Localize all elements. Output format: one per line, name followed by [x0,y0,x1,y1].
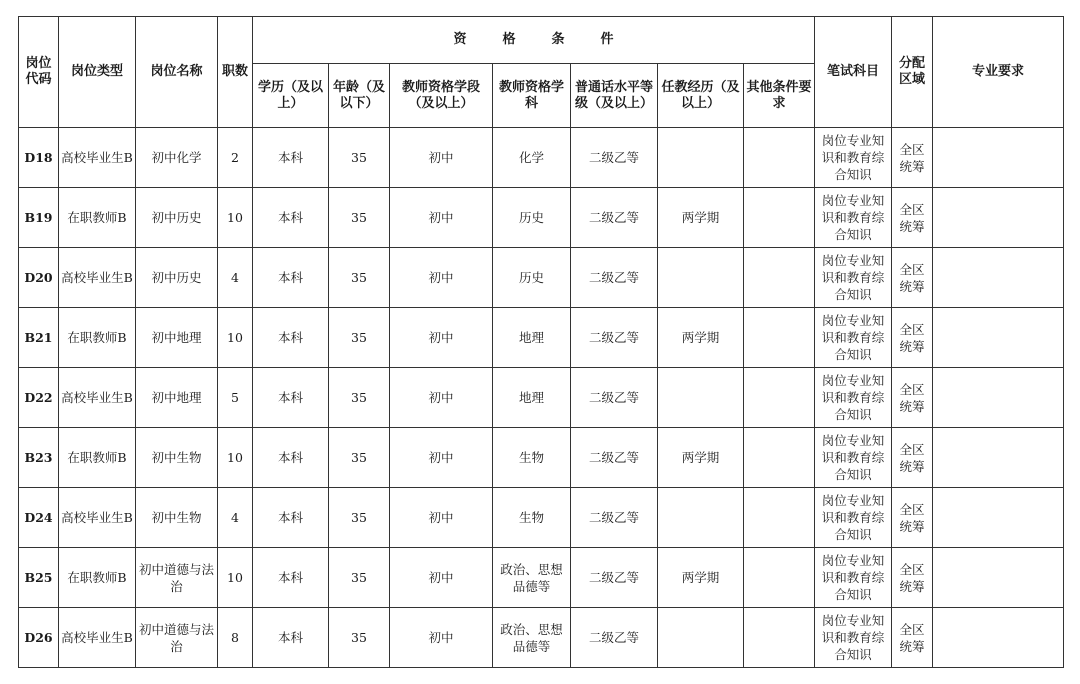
cell-cert-stage: 初中 [390,128,493,188]
table-row [19,368,1064,428]
cell-major [933,248,1064,308]
cell-experience: 两学期 [658,428,744,488]
cell-exam: 岗位专业知识和教育综合知识 [815,548,892,608]
cell-cert-stage: 初中 [390,248,493,308]
cell-cert-subject: 历史 [493,248,571,308]
header-other: 其他条件要求 [744,64,815,128]
cell-other [744,368,815,428]
cell-count: 2 [218,128,253,188]
cell-education: 本科 [253,548,329,608]
cell-other [744,248,815,308]
cell-type: 高校毕业生B [59,128,136,188]
cell-count: 4 [218,488,253,548]
cell-major [933,188,1064,248]
cell-cert-stage: 初中 [390,608,493,668]
header-row-1 [19,17,1064,64]
cell-district: 全区统筹 [892,128,933,188]
cell-education: 本科 [253,368,329,428]
cell-cert-stage: 初中 [390,488,493,548]
cell-cert-subject: 政治、思想品德等 [493,608,571,668]
cell-type: 在职教师B [59,548,136,608]
cell-age: 35 [329,188,390,248]
cell-experience: 两学期 [658,188,744,248]
cell-count: 10 [218,548,253,608]
cell-mandarin: 二级乙等 [571,368,658,428]
cell-code: D24 [19,488,59,548]
table-row [19,608,1064,668]
cell-count: 10 [218,188,253,248]
cell-experience [658,248,744,308]
cell-code: D26 [19,608,59,668]
cell-experience: 两学期 [658,548,744,608]
cell-major [933,308,1064,368]
cell-education: 本科 [253,428,329,488]
cell-major [933,368,1064,428]
cell-count: 10 [218,308,253,368]
cell-mandarin: 二级乙等 [571,128,658,188]
header-name: 岗位名称 [136,17,218,128]
header-qualification-group-label: 资格条件 [453,32,650,47]
table-row [19,488,1064,548]
header-code: 岗位代码 [19,17,59,128]
cell-experience [658,608,744,668]
cell-name: 初中生物 [136,488,218,548]
cell-mandarin: 二级乙等 [571,248,658,308]
cell-experience [658,488,744,548]
cell-type: 在职教师B [59,188,136,248]
cell-other [744,128,815,188]
cell-code: D18 [19,128,59,188]
cell-count: 5 [218,368,253,428]
cell-experience [658,368,744,428]
cell-cert-stage: 初中 [390,548,493,608]
cell-education: 本科 [253,308,329,368]
cell-experience: 两学期 [658,308,744,368]
cell-type: 高校毕业生B [59,248,136,308]
header-experience: 任教经历（及以上） [658,64,744,128]
cell-name: 初中化学 [136,128,218,188]
table-row [19,428,1064,488]
cell-count: 4 [218,248,253,308]
cell-code: B19 [19,188,59,248]
recruitment-table-container [18,16,1064,668]
cell-exam: 岗位专业知识和教育综合知识 [815,608,892,668]
cell-cert-subject: 地理 [493,368,571,428]
cell-cert-subject: 历史 [493,188,571,248]
header-cert-stage: 教师资格学段（及以上） [390,64,493,128]
cell-age: 35 [329,248,390,308]
header-district: 分配区域 [892,17,933,128]
cell-cert-stage: 初中 [390,368,493,428]
cell-major [933,548,1064,608]
cell-education: 本科 [253,188,329,248]
cell-cert-stage: 初中 [390,428,493,488]
cell-other [744,428,815,488]
cell-education: 本科 [253,248,329,308]
cell-district: 全区统筹 [892,248,933,308]
cell-exam: 岗位专业知识和教育综合知识 [815,488,892,548]
cell-age: 35 [329,368,390,428]
cell-type: 高校毕业生B [59,488,136,548]
cell-experience [658,128,744,188]
table-row [19,188,1064,248]
cell-count: 10 [218,428,253,488]
cell-district: 全区统筹 [892,488,933,548]
cell-cert-subject: 生物 [493,428,571,488]
cell-name: 初中历史 [136,248,218,308]
cell-name: 初中生物 [136,428,218,488]
cell-count: 8 [218,608,253,668]
cell-district: 全区统筹 [892,188,933,248]
cell-cert-subject: 政治、思想品德等 [493,548,571,608]
cell-mandarin: 二级乙等 [571,488,658,548]
header-age: 年龄（及以下） [329,64,390,128]
cell-education: 本科 [253,128,329,188]
cell-age: 35 [329,608,390,668]
cell-other [744,308,815,368]
cell-major [933,608,1064,668]
cell-mandarin: 二级乙等 [571,188,658,248]
cell-code: D20 [19,248,59,308]
cell-exam: 岗位专业知识和教育综合知识 [815,128,892,188]
cell-age: 35 [329,128,390,188]
header-count: 职数 [218,17,253,128]
table-row [19,128,1064,188]
cell-type: 在职教师B [59,428,136,488]
cell-cert-stage: 初中 [390,308,493,368]
cell-code: B25 [19,548,59,608]
cell-type: 在职教师B [59,308,136,368]
cell-name: 初中道德与法治 [136,608,218,668]
recruitment-table [18,16,1064,668]
cell-education: 本科 [253,488,329,548]
cell-major [933,428,1064,488]
cell-cert-subject: 地理 [493,308,571,368]
cell-other [744,548,815,608]
cell-district: 全区统筹 [892,308,933,368]
cell-type: 高校毕业生B [59,608,136,668]
cell-age: 35 [329,428,390,488]
table-row [19,248,1064,308]
header-exam: 笔试科目 [815,17,892,128]
cell-name: 初中道德与法治 [136,548,218,608]
cell-district: 全区统筹 [892,608,933,668]
cell-mandarin: 二级乙等 [571,428,658,488]
cell-type: 高校毕业生B [59,368,136,428]
cell-exam: 岗位专业知识和教育综合知识 [815,368,892,428]
table-row [19,308,1064,368]
cell-district: 全区统筹 [892,548,933,608]
cell-name: 初中地理 [136,308,218,368]
cell-code: B21 [19,308,59,368]
cell-mandarin: 二级乙等 [571,548,658,608]
cell-age: 35 [329,548,390,608]
header-education: 学历（及以上） [253,64,329,128]
header-type: 岗位类型 [59,17,136,128]
cell-name: 初中历史 [136,188,218,248]
cell-name: 初中地理 [136,368,218,428]
cell-exam: 岗位专业知识和教育综合知识 [815,428,892,488]
header-cert-subject: 教师资格学科 [493,64,571,128]
cell-mandarin: 二级乙等 [571,308,658,368]
cell-exam: 岗位专业知识和教育综合知识 [815,188,892,248]
cell-age: 35 [329,488,390,548]
table-row [19,548,1064,608]
header-qualification-group [253,17,815,64]
cell-code: B23 [19,428,59,488]
cell-other [744,488,815,548]
cell-age: 35 [329,308,390,368]
cell-cert-subject: 化学 [493,128,571,188]
cell-code: D22 [19,368,59,428]
cell-other [744,188,815,248]
cell-cert-subject: 生物 [493,488,571,548]
cell-exam: 岗位专业知识和教育综合知识 [815,308,892,368]
cell-cert-stage: 初中 [390,188,493,248]
cell-other [744,608,815,668]
cell-district: 全区统筹 [892,368,933,428]
cell-district: 全区统筹 [892,428,933,488]
cell-major [933,128,1064,188]
cell-exam: 岗位专业知识和教育综合知识 [815,248,892,308]
cell-mandarin: 二级乙等 [571,608,658,668]
header-mandarin: 普通话水平等级（及以上） [571,64,658,128]
cell-education: 本科 [253,608,329,668]
cell-major [933,488,1064,548]
header-major: 专业要求 [933,17,1064,128]
